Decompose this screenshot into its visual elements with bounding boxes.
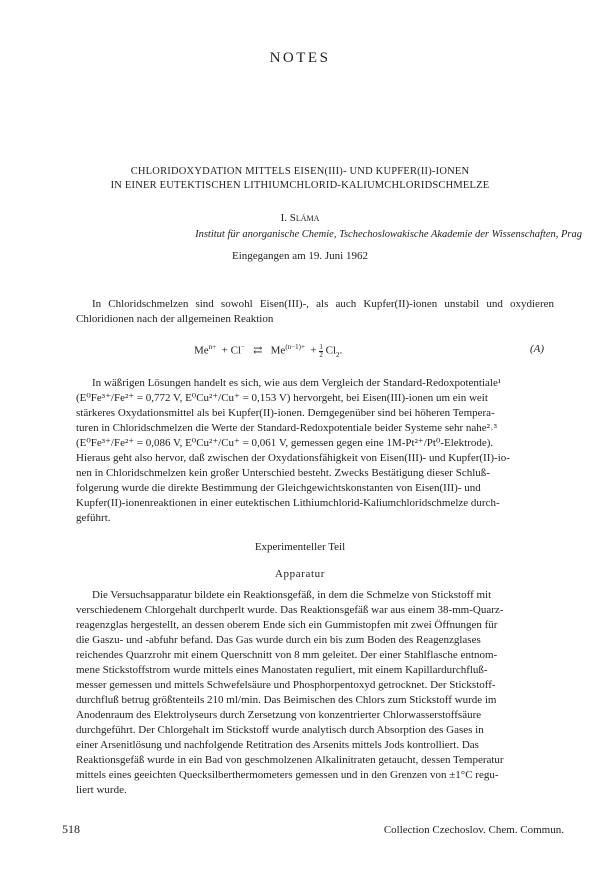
eq-metal-right-charge: (n−1)+ — [285, 343, 305, 351]
reaction-equation — [76, 343, 554, 359]
intro-paragraph-1 — [76, 297, 554, 327]
intro-paragraph-2 — [76, 376, 554, 526]
intro2-line: folgerung wurde die direkte Bestimmung der Gleichgewichtskonstanten von Eisen(III)- und — [76, 482, 481, 494]
intro2-line: nen in Chloridschmelzen kein großer Unterschied besteht. Zwecks Bestätigung dieser Schluß- — [76, 467, 490, 479]
intro2-line: (E⁰Fe³⁺/Fe²⁺ = 0,086 V, E⁰Cu²⁺/Cu⁺ = 0,061 V, gemessen gegen eine 1M-Pt²⁺/Pt⁰-Elektrode). — [76, 437, 494, 449]
apparatus-line: die Gaszu- und -abfuhr befand. Das Gas wurde durch ein bis zum Boden des Reagenzglases — [76, 634, 481, 646]
intro2-line: geführt. — [76, 512, 111, 524]
eq-half-den: 2 — [319, 350, 323, 359]
intro2-line: In wäßrigen Lösungen handelt es sich, wie aus dem Vergleich der Standard-Redoxpotentiale¹ — [92, 377, 502, 389]
affiliation: Institut für anorganische Chemie, Tschechoslowakische Akademie der Wissenschaften, Prag — [195, 229, 582, 240]
eq-metal-left: Me — [194, 344, 209, 357]
apparatus-line: messer gemessen und mittels Schwefelsäure und Phosphorpentoxyd getrocknet. Der Stickstoff- — [76, 679, 496, 691]
article-title-line-1: CHLORIDOXYDATION MITTELS EISEN(III)- UND KUPFER(II)-IONEN — [130, 166, 470, 177]
eq-chloride-charge: − — [240, 343, 245, 351]
eq-equilibrium-arrow: ⇄ — [253, 344, 263, 357]
apparatus-line: durchgeführt. Der Chlorgehalt im Stickstoff wurde analytisch durch Absorption des Gases in — [76, 724, 484, 736]
eq-chlorine: Cl — [325, 344, 337, 357]
apparatus-line: reagenzglas hergestellt, an dessen oberem Ende sich ein Gummistopfen mit zwei Öffnungen für — [76, 619, 498, 631]
eq-chlorine-sub: 2 — [336, 350, 340, 359]
apparatus-line: liert wurde. — [76, 784, 127, 796]
journal-name: Collection Czechoslov. Chem. Commun. — [383, 824, 564, 836]
section-header: NOTES — [269, 50, 331, 66]
intro-text-1: In Chloridschmelzen sind sowohl Eisen(III)-, als auch Kupfer(II)-ionen unstabil und oxydieren Chloridionen nach der allgemeinen Reaktion — [76, 298, 554, 325]
subsection-heading-apparatus: Apparatur — [275, 568, 325, 580]
intro2-line: (E⁰Fe³⁺/Fe²⁺ = 0,772 V, E⁰Cu²⁺/Cu⁺ = 0,153 V) hervorgeht, bei Eisen(III)-ionen um ein weit — [76, 392, 488, 404]
apparatus-line: mittels eines geeichten Quecksilberthermometers gemessen und in den Grenzen von ±1°C regu- — [76, 769, 499, 781]
apparatus-line: reichendes Quarzrohr mit einem Querschnitt von 8 mm geleitet. Der einer Stahlflasche entnom- — [76, 649, 498, 661]
intro2-line: Hieraus geht also hervor, daß zwischen der Oxydationsfähigkeit von Eisen(III)- und Kupfer(II)-io- — [76, 452, 510, 464]
eq-metal-left-charge: n+ — [208, 343, 217, 351]
article-title-line-2: IN EINER EUTEKTISCHEN LITHIUMCHLORID-KALIUMCHLORIDSCHMELZE — [110, 180, 490, 191]
apparatus-line: durchfluß betrug größtenteils 210 ml/min. Das Beimischen des Chlors zum Stickstoff wurde im — [76, 694, 497, 706]
apparatus-line: verschiedenem Chlorgehalt durchperlt wurde. Das Reaktionsgefäß war aus einem 38-mm-Quarz- — [76, 604, 504, 616]
intro2-line: turen in Chloridschmelzen die Werte der Standard-Redoxpotentiale beider Systeme sehr nahe²˒³ — [76, 422, 497, 434]
intro2-line: Kupfer(II)-ionenreaktionen in einer eutektischen Lithiumchlorid-Kaliumchloridschmelze durch- — [76, 497, 500, 509]
apparatus-line: Die Versuchsapparatur bildete ein Reaktionsgefäß, in dem die Schmelze von Stickstoff mit — [92, 589, 492, 601]
equation-formula: $Me^{n+} + Cl^-$ ⇄ $Me^{(n-1)+}$ + $\frac{1}{2}$ $Cl_2$. — [194, 342, 343, 359]
page-number: 518 — [62, 822, 80, 836]
apparatus-line: mene Stickstoffstrom wurde mittels eines Manostaten reguliert, mit einem Kapillardurchfluß- — [76, 664, 488, 676]
eq-chloride: + Cl — [221, 344, 241, 357]
apparatus-line: Reaktionsgefäß wurde in ein Bad von geschmolzenen Alkalinitraten getaucht, dessen Temperatur — [76, 754, 504, 766]
apparatus-line: einer Arsenitlösung und nachfolgende Retitration des Arsenits mittels Jods kontrolliert. Das — [76, 739, 479, 751]
eq-plus: + — [310, 344, 317, 357]
author: I. Sláma — [280, 212, 320, 224]
eq-half-fraction — [319, 344, 323, 359]
received-date: Eingegangen am 19. Juni 1962 — [232, 250, 368, 262]
intro2-line: stärkeres Oxydationsmittel als bei Kupfer(II)-ionen. Demgegenüber sind bei höheren Tempera- — [76, 407, 495, 419]
apparatus-line: Anodenraum des Elektrolyseurs durch Zersetzung von konzentrierter Chlorwasserstoffsäure — [76, 709, 482, 721]
section-heading-experimental: Experimenteller Teil — [254, 541, 346, 553]
eq-metal-right: Me — [270, 344, 286, 357]
equation-label: (A) — [529, 343, 544, 355]
apparatus-paragraph — [76, 588, 554, 798]
eq-half-num: 1 — [319, 342, 323, 351]
